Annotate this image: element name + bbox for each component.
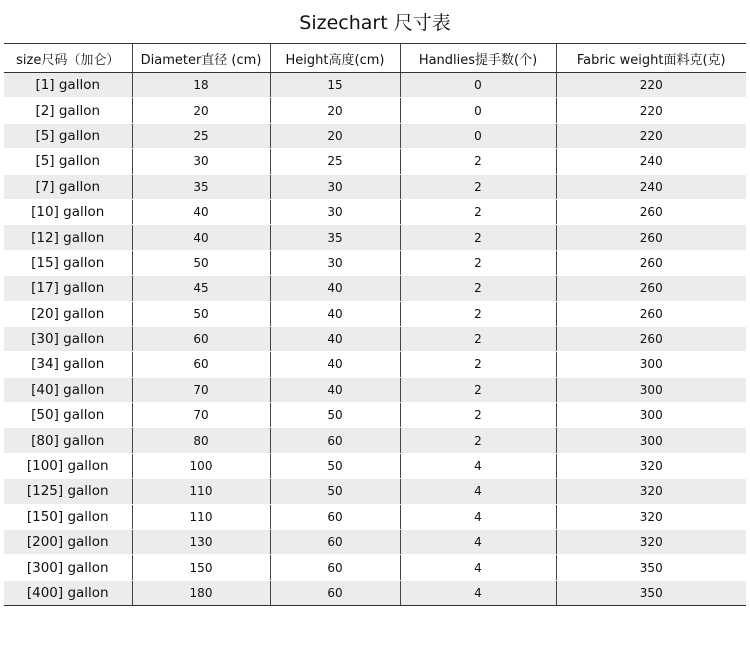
cell-size: [5] gallon <box>4 149 132 174</box>
cell-handles: 4 <box>400 479 556 504</box>
cell-fabric-weight: 350 <box>556 580 746 605</box>
table-row <box>4 403 746 428</box>
cell-handles: 2 <box>400 403 556 428</box>
cell-handles: 0 <box>400 123 556 148</box>
cell-handles: 2 <box>400 326 556 351</box>
header-diameter: Diameter直径 (cm) <box>132 44 270 73</box>
table-row <box>4 428 746 453</box>
table-row <box>4 225 746 250</box>
table-row <box>4 530 746 555</box>
table-row <box>4 98 746 123</box>
cell-diameter: 40 <box>132 225 270 250</box>
cell-handles: 2 <box>400 377 556 402</box>
cell-handles: 0 <box>400 98 556 123</box>
cell-size: [17] gallon <box>4 276 132 301</box>
cell-size: [5] gallon <box>4 123 132 148</box>
cell-fabric-weight: 240 <box>556 149 746 174</box>
cell-size: [150] gallon <box>4 504 132 529</box>
cell-size: [1] gallon <box>4 73 132 98</box>
header-size: size尺码（加仑） <box>4 44 132 73</box>
cell-diameter: 70 <box>132 377 270 402</box>
cell-handles: 4 <box>400 530 556 555</box>
cell-height: 40 <box>270 301 400 326</box>
cell-fabric-weight: 320 <box>556 530 746 555</box>
cell-handles: 4 <box>400 555 556 580</box>
cell-size: [40] gallon <box>4 377 132 402</box>
cell-handles: 2 <box>400 250 556 275</box>
table-row <box>4 276 746 301</box>
cell-handles: 2 <box>400 199 556 224</box>
cell-size: [15] gallon <box>4 250 132 275</box>
cell-diameter: 30 <box>132 149 270 174</box>
cell-diameter: 70 <box>132 403 270 428</box>
cell-diameter: 110 <box>132 504 270 529</box>
cell-fabric-weight: 350 <box>556 555 746 580</box>
cell-fabric-weight: 260 <box>556 326 746 351</box>
table-row <box>4 504 746 529</box>
cell-handles: 4 <box>400 453 556 478</box>
table-row <box>4 199 746 224</box>
cell-handles: 4 <box>400 504 556 529</box>
cell-size: [80] gallon <box>4 428 132 453</box>
cell-handles: 4 <box>400 580 556 605</box>
table-row <box>4 352 746 377</box>
header-handles: Handlies提手数(个) <box>400 44 556 73</box>
cell-diameter: 45 <box>132 276 270 301</box>
cell-handles: 2 <box>400 301 556 326</box>
cell-fabric-weight: 260 <box>556 276 746 301</box>
cell-size: [200] gallon <box>4 530 132 555</box>
cell-height: 40 <box>270 276 400 301</box>
cell-height: 60 <box>270 580 400 605</box>
cell-size: [100] gallon <box>4 453 132 478</box>
table-row <box>4 377 746 402</box>
cell-diameter: 150 <box>132 555 270 580</box>
cell-size: [10] gallon <box>4 199 132 224</box>
cell-handles: 2 <box>400 149 556 174</box>
cell-size: [7] gallon <box>4 174 132 199</box>
cell-diameter: 40 <box>132 199 270 224</box>
cell-height: 40 <box>270 377 400 402</box>
cell-diameter: 100 <box>132 453 270 478</box>
cell-fabric-weight: 300 <box>556 428 746 453</box>
table-row <box>4 301 746 326</box>
cell-fabric-weight: 260 <box>556 199 746 224</box>
cell-diameter: 60 <box>132 326 270 351</box>
cell-height: 40 <box>270 326 400 351</box>
cell-diameter: 130 <box>132 530 270 555</box>
cell-diameter: 80 <box>132 428 270 453</box>
cell-size: [34] gallon <box>4 352 132 377</box>
cell-height: 50 <box>270 479 400 504</box>
cell-height: 60 <box>270 555 400 580</box>
size-chart-table <box>4 43 746 606</box>
cell-handles: 2 <box>400 352 556 377</box>
cell-height: 30 <box>270 174 400 199</box>
cell-height: 25 <box>270 149 400 174</box>
page-title: Sizechart 尺寸表 <box>299 12 451 34</box>
cell-diameter: 25 <box>132 123 270 148</box>
cell-size: [50] gallon <box>4 403 132 428</box>
cell-height: 40 <box>270 352 400 377</box>
cell-height: 30 <box>270 199 400 224</box>
cell-height: 35 <box>270 225 400 250</box>
table-row <box>4 174 746 199</box>
cell-handles: 2 <box>400 276 556 301</box>
cell-fabric-weight: 260 <box>556 225 746 250</box>
cell-diameter: 20 <box>132 98 270 123</box>
cell-fabric-weight: 300 <box>556 352 746 377</box>
cell-diameter: 35 <box>132 174 270 199</box>
table-row <box>4 580 746 605</box>
cell-height: 50 <box>270 453 400 478</box>
cell-size: [12] gallon <box>4 225 132 250</box>
header-fabric-weight: Fabric weight面料克(克) <box>556 44 746 73</box>
cell-fabric-weight: 320 <box>556 504 746 529</box>
table-row <box>4 149 746 174</box>
cell-handles: 0 <box>400 73 556 98</box>
cell-handles: 2 <box>400 174 556 199</box>
cell-diameter: 110 <box>132 479 270 504</box>
table-header <box>4 44 746 73</box>
cell-size: [400] gallon <box>4 580 132 605</box>
header-row <box>4 44 746 73</box>
cell-fabric-weight: 220 <box>556 73 746 98</box>
table-row <box>4 479 746 504</box>
cell-size: [20] gallon <box>4 301 132 326</box>
cell-fabric-weight: 260 <box>556 301 746 326</box>
cell-height: 15 <box>270 73 400 98</box>
cell-fabric-weight: 320 <box>556 453 746 478</box>
table-row <box>4 555 746 580</box>
cell-height: 60 <box>270 428 400 453</box>
header-height: Height高度(cm) <box>270 44 400 73</box>
table-body <box>4 73 746 606</box>
cell-height: 60 <box>270 504 400 529</box>
cell-size: [2] gallon <box>4 98 132 123</box>
cell-diameter: 180 <box>132 580 270 605</box>
cell-height: 30 <box>270 250 400 275</box>
cell-diameter: 18 <box>132 73 270 98</box>
cell-height: 20 <box>270 123 400 148</box>
table-row <box>4 250 746 275</box>
cell-fabric-weight: 240 <box>556 174 746 199</box>
cell-diameter: 50 <box>132 301 270 326</box>
cell-fabric-weight: 320 <box>556 479 746 504</box>
cell-height: 60 <box>270 530 400 555</box>
table-row <box>4 123 746 148</box>
cell-diameter: 60 <box>132 352 270 377</box>
cell-height: 20 <box>270 98 400 123</box>
table-row <box>4 326 746 351</box>
cell-fabric-weight: 300 <box>556 377 746 402</box>
cell-handles: 2 <box>400 428 556 453</box>
cell-height: 50 <box>270 403 400 428</box>
cell-fabric-weight: 220 <box>556 123 746 148</box>
table-row <box>4 453 746 478</box>
cell-fabric-weight: 220 <box>556 98 746 123</box>
cell-size: [30] gallon <box>4 326 132 351</box>
cell-size: [300] gallon <box>4 555 132 580</box>
cell-diameter: 50 <box>132 250 270 275</box>
table-row <box>4 73 746 98</box>
cell-fabric-weight: 300 <box>556 403 746 428</box>
cell-handles: 2 <box>400 225 556 250</box>
cell-fabric-weight: 260 <box>556 250 746 275</box>
cell-size: [125] gallon <box>4 479 132 504</box>
